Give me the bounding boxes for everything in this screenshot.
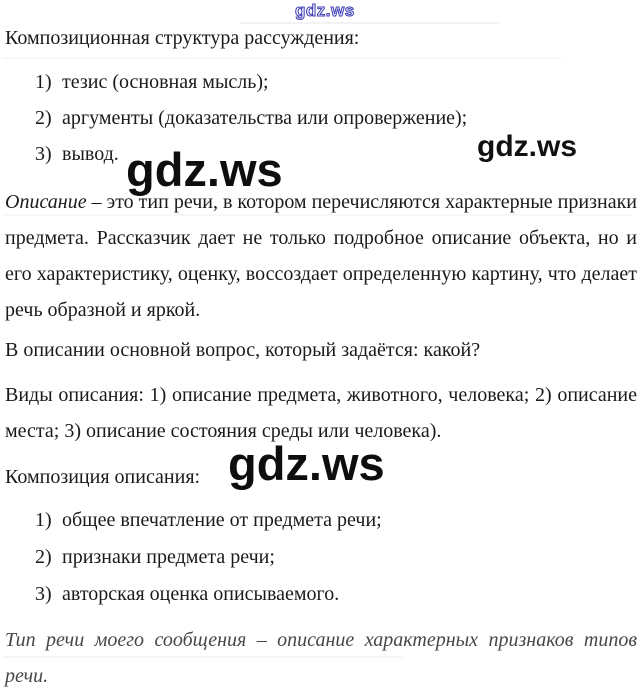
watermark-gdzws-left-large: gdz.ws <box>126 143 283 196</box>
paragraph-conclusion: Тип речи моего сообщения – описание характерных признаков типов речи. <box>5 629 637 687</box>
paragraph-description-text: – это тип речи, в котором перечисляются характерные признаки предмета. Рассказчик дает не только подробное описание объекта, но и его характеристику, оценку, воссоздает определенную картину, что делает речь образной и яркой. <box>5 191 637 321</box>
paragraph-description-definition <box>5 184 637 328</box>
watermark-gdzws-middle: gdz.ws <box>228 437 385 490</box>
list-item-number: 1) <box>35 509 52 531</box>
list-item <box>5 64 637 100</box>
list-item <box>5 539 637 576</box>
list-item-number: 2) <box>35 546 52 568</box>
list-reasoning-structure <box>5 64 637 172</box>
list-description-composition <box>5 502 637 613</box>
heading-reasoning-structure: Композиционная структура рассуждения: <box>5 27 360 49</box>
list-item <box>5 502 637 539</box>
term-description: Описание <box>5 191 87 213</box>
paragraph-description-question: В описании основной вопрос, который задаётся: какой? <box>5 339 481 361</box>
watermark-gdzws-top: gdz.ws <box>295 1 355 20</box>
heading-description-composition: Композиция описания: <box>5 466 201 488</box>
list-item-text: авторская оценка описываемого. <box>62 583 340 605</box>
list-item-text: общее впечатление от предмета речи; <box>62 509 382 531</box>
scan-artifact <box>240 22 500 24</box>
list-item <box>5 100 637 136</box>
scan-artifact <box>2 214 632 216</box>
list-item-number: 2) <box>35 107 52 129</box>
list-item-text: признаки предмета речи; <box>62 546 275 568</box>
scan-artifact <box>2 656 402 658</box>
list-item-number: 3) <box>35 583 52 605</box>
list-item-text: аргументы (доказательства или опровержение); <box>62 107 468 129</box>
list-item-text: вывод. <box>62 143 119 165</box>
watermark-gdzws-right: gdz.ws <box>477 130 578 163</box>
paragraph-description-types: Виды описания: 1) описание предмета, животного, человека; 2) описание места; 3) описание состояния среды или человека). <box>5 384 637 442</box>
list-item-number: 3) <box>35 143 52 165</box>
list-item <box>5 136 637 172</box>
scan-artifact <box>2 57 562 59</box>
list-item <box>5 576 637 613</box>
list-item-number: 1) <box>35 71 52 93</box>
list-item-text: тезис (основная мысль); <box>62 71 269 93</box>
